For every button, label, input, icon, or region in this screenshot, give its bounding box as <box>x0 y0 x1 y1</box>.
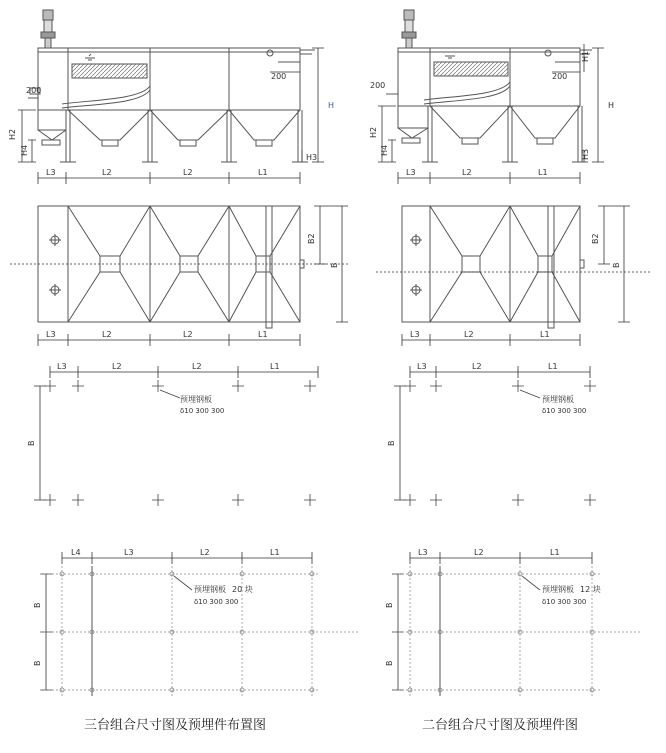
dim-h1: H1 <box>581 50 590 62</box>
embed-plate-label: 预埋钢板 <box>180 395 212 404</box>
caption-two-unit: 二台组合尺寸图及预埋件图 <box>422 718 579 733</box>
dim-200: 200 <box>271 72 287 81</box>
embed-plate-label: 预埋钢板 <box>542 585 574 594</box>
embed-plate-spec: δ10 300 300 <box>194 598 239 606</box>
dim-h2: H2 <box>369 126 378 138</box>
three-unit-plan-labels <box>46 233 339 339</box>
two-unit-plan <box>402 206 584 328</box>
dim-b: B <box>385 602 394 608</box>
dim-l3: L3 <box>406 168 416 177</box>
embed-plate-spec: δ10 300 300 <box>542 598 587 606</box>
dim-200: 200 <box>370 81 386 90</box>
three-unit-plan <box>38 206 304 328</box>
embed-plate-spec: δ10 300 300 <box>180 407 225 415</box>
dim-l4: L4 <box>71 548 81 557</box>
dim-l3: L3 <box>46 330 56 339</box>
three-unit-plan-dims <box>10 206 350 346</box>
dim-l3: L3 <box>417 362 427 371</box>
embed-plate-label: 预埋钢板 <box>194 585 226 594</box>
two-unit-plan-dims <box>376 206 650 346</box>
dim-l2: L2 <box>183 168 193 177</box>
dim-b2: B2 <box>307 233 316 244</box>
dim-l1: L1 <box>270 548 280 557</box>
dim-l3: L3 <box>124 548 134 557</box>
dim-l3: L3 <box>418 548 428 557</box>
embed-count: 20 块 <box>232 585 253 594</box>
dim-b: B <box>612 262 621 268</box>
dim-l2: L2 <box>112 362 122 371</box>
dim-b2: B2 <box>591 233 600 244</box>
dim-l2: L2 <box>192 362 202 371</box>
dim-b: B <box>330 262 339 268</box>
dim-l2: L2 <box>183 330 193 339</box>
two-unit-embed-labels <box>387 362 586 446</box>
dim-l2: L2 <box>474 548 484 557</box>
dim-b: B <box>27 440 36 446</box>
embed-plate-spec: δ10 300 300 <box>542 407 587 415</box>
dim-h4: H4 <box>20 144 29 156</box>
dim-b: B <box>387 440 396 446</box>
dim-l3: L3 <box>410 330 420 339</box>
dim-h4: H4 <box>380 144 389 156</box>
caption-three-unit: 三台组合尺寸图及预埋件布置图 <box>84 718 267 733</box>
dim-l2: L2 <box>464 330 474 339</box>
dim-l1: L1 <box>258 168 268 177</box>
dim-l1: L1 <box>538 168 548 177</box>
dim-l2: L2 <box>102 168 112 177</box>
embed-plate-label: 预埋钢板 <box>542 395 574 404</box>
dim-l1: L1 <box>550 548 560 557</box>
three-unit-elevation-dims <box>18 48 324 184</box>
three-unit-grid-labels <box>33 548 280 666</box>
three-unit-elevation <box>30 10 318 162</box>
three-unit-elevation-labels <box>8 72 334 177</box>
two-unit-grid-solid <box>440 566 540 696</box>
dim-b: B <box>33 602 42 608</box>
dim-l2: L2 <box>462 168 472 177</box>
dim-200: 200 <box>26 86 42 95</box>
dim-l1: L1 <box>548 362 558 371</box>
dim-l2: L2 <box>200 548 210 557</box>
dim-b: B <box>385 660 394 666</box>
drive-motor-icon <box>402 10 416 48</box>
dim-h: H <box>328 101 335 110</box>
three-unit-grid-dims <box>40 552 312 690</box>
dim-h: H <box>608 101 615 110</box>
dim-200: 200 <box>552 72 568 81</box>
dim-b: B <box>33 660 42 666</box>
three-unit-grid-nodes <box>60 572 314 692</box>
dim-h2: H2 <box>8 128 17 140</box>
dim-l3: L3 <box>57 362 67 371</box>
embed-count: 12 块 <box>580 585 601 594</box>
two-unit-grid-dims <box>392 552 592 690</box>
dim-l1: L1 <box>258 330 268 339</box>
drive-motor-icon <box>41 10 55 48</box>
dim-h3: H3 <box>306 153 318 162</box>
three-unit-grid-solid <box>92 566 192 696</box>
dim-l1: L1 <box>270 362 280 371</box>
two-unit-elevation <box>398 10 592 162</box>
dim-l2: L2 <box>102 330 112 339</box>
dim-l1: L1 <box>540 330 550 339</box>
dim-l3: L3 <box>46 168 56 177</box>
three-unit-embed-labels <box>27 362 280 446</box>
two-unit-plan-labels <box>410 233 621 339</box>
two-unit-grid-labels <box>385 548 601 666</box>
two-unit-embed-dims <box>394 366 590 500</box>
dim-l2: L2 <box>472 362 482 371</box>
two-unit-grid <box>394 566 640 696</box>
dim-h3: H3 <box>581 148 590 160</box>
